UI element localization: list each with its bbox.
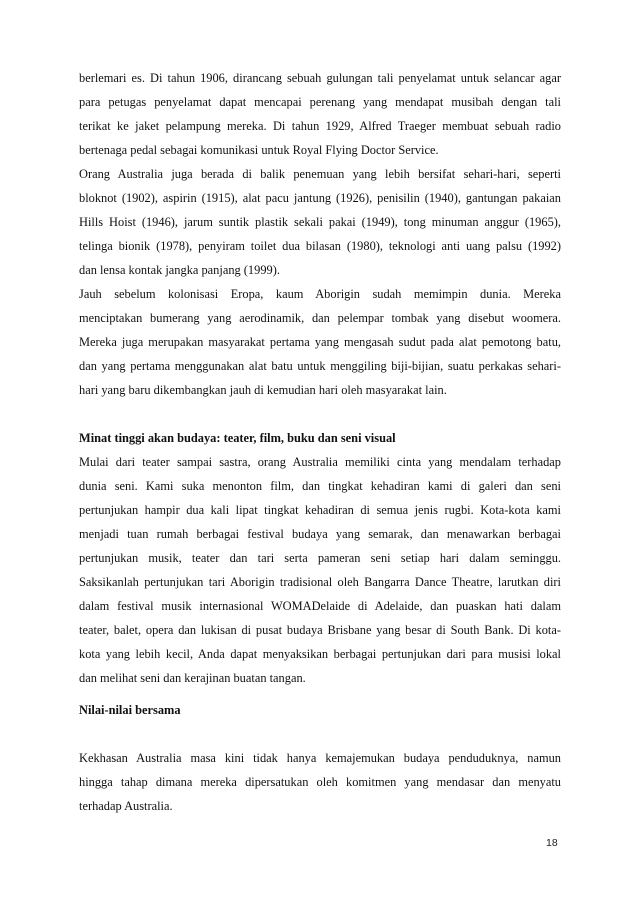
text-line: hingga tahap dimana mereka dipersatukan oleh komitmen yang mendasar dan menyatu bbox=[79, 775, 561, 789]
text-line: berlemari es. Di tahun 1906, dirancang sebuah gulungan tali penyelamat untuk selancar agar bbox=[79, 71, 561, 85]
section-heading-culture: Minat tinggi akan budaya: teater, film, buku dan seni visual bbox=[79, 431, 396, 445]
text-line: Kekhasan Australia masa kini tidak hanya kemajemukan budaya penduduknya, namun bbox=[79, 751, 561, 765]
text-line: kota yang lebih kecil, Anda dapat menyaksikan berbagai pertunjukan dari para musisi lokal bbox=[79, 647, 561, 661]
text-line: Saksikanlah pertunjukan tari Aborigin tradisional oleh Bangarra Dance Theatre, larutkan diri bbox=[79, 575, 561, 589]
text-line: telinga bionik (1978), penyiram toilet dua bilasan (1980), teknologi anti uang palsu (1992) bbox=[79, 239, 561, 253]
page-number: 18 bbox=[546, 837, 558, 849]
text-line: Orang Australia juga berada di balik penemuan yang lebih bersifat sehari-hari, seperti bbox=[79, 167, 561, 181]
paragraph-inventions-1 bbox=[79, 66, 561, 162]
text-line: dan melihat seni dan kerajinan buatan tangan. bbox=[79, 671, 306, 685]
spacer bbox=[79, 690, 561, 698]
text-line: dan lensa kontak jangka panjang (1999). bbox=[79, 263, 280, 277]
text-line: terikat ke jaket pelampung mereka. Di tahun 1929, Alfred Traeger membuat sebuah radio bbox=[79, 119, 561, 133]
text-line: pertunjukan hampir dua kali lipat tingkat kehadiran di semua jenis rugbi. Kota-kota kami bbox=[79, 503, 561, 517]
paragraph-values bbox=[79, 746, 561, 818]
text-line: dalam festival musik internasional WOMADelaide di Adelaide, dan puaskan hati dalam bbox=[79, 599, 561, 613]
text-line: bertenaga pedal sebagai komunikasi untuk Royal Flying Doctor Service. bbox=[79, 143, 439, 157]
text-line: menjadi tuan rumah berbagai festival budaya yang semarak, dan menawarkan berbagai bbox=[79, 527, 561, 541]
text-line: terhadap Australia. bbox=[79, 799, 173, 813]
text-line: dunia seni. Kami suka menonton film, dan tingkat kehadiran kami di galeri dan seni bbox=[79, 479, 561, 493]
document-page bbox=[79, 66, 561, 818]
paragraph-inventions-2 bbox=[79, 162, 561, 282]
paragraph-culture bbox=[79, 450, 561, 690]
text-line: hari yang baru dikembangkan jauh di kemudian hari oleh masyarakat lain. bbox=[79, 383, 447, 397]
paragraph-aborigin bbox=[79, 282, 561, 402]
text-line: dan yang pertama menggunakan alat batu untuk menggiling biji-bijian, suatu perkakas sehari- bbox=[79, 359, 561, 373]
text-line: Mulai dari teater sampai sastra, orang Australia memiliki cinta yang mendalam terhadap bbox=[79, 455, 561, 469]
section-heading-values: Nilai-nilai bersama bbox=[79, 703, 181, 717]
text-line: menciptakan bumerang yang aerodinamik, dan pelempar tombak yang disebut woomera. bbox=[79, 311, 561, 325]
text-line: teater, balet, opera dan lukisan di pusat budaya Brisbane yang besar di South Bank. Di kota- bbox=[79, 623, 561, 637]
text-line: pertunjukan musik, teater dan tari serta pameran seni setiap hari dalam seminggu. bbox=[79, 551, 561, 565]
text-line: para petugas penyelamat dapat mencapai perenang yang mendapat musibah dengan tali bbox=[79, 95, 561, 109]
text-line: Hills Hoist (1946), jarum suntik plastik sekali pakai (1949), tong minuman anggur (1965), bbox=[79, 215, 561, 229]
spacer bbox=[79, 402, 561, 426]
text-line: bloknot (1902), aspirin (1915), alat pacu jantung (1926), penisilin (1940), gantungan pakaian bbox=[79, 191, 561, 205]
text-line: Jauh sebelum kolonisasi Eropa, kaum Aborigin sudah memimpin dunia. Mereka bbox=[79, 287, 561, 301]
spacer bbox=[79, 722, 561, 746]
text-line: Mereka juga merupakan masyarakat pertama yang mengasah sudut pada alat pemotong batu, bbox=[79, 335, 561, 349]
